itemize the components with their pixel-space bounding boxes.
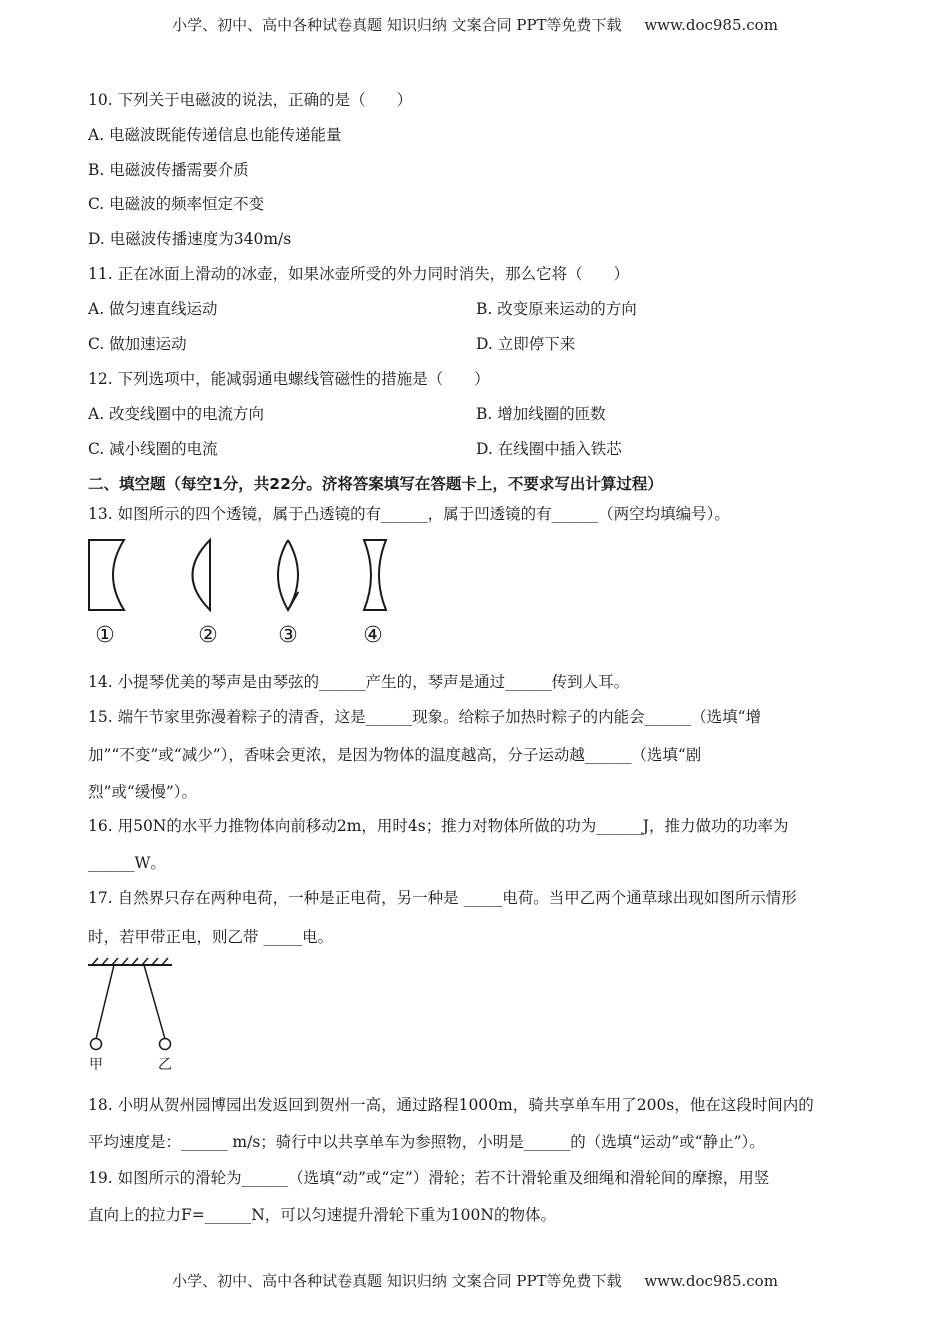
q18-line-1: 18. 小明从贺州园博园出发返回到贺州一高，通过路程1000m，骑共享单车用了200s，他在这段时间内的 — [88, 1096, 814, 1114]
ball-a-label: 甲 — [89, 1057, 103, 1073]
q15-line-2: 加”“不变”或“减少”），香味会更浓，是因为物体的温度越高，分子运动越______（选填“剧 — [88, 746, 702, 764]
ball-b-label: 乙 — [158, 1057, 172, 1073]
q17-line-2: 时，若甲带正电，则乙带 _____电。 — [88, 928, 334, 946]
page-header — [0, 14, 950, 35]
lens-label-3: ③ — [278, 623, 298, 648]
string-a — [96, 965, 114, 1039]
footer-url[interactable]: www.doc985.com — [644, 1272, 778, 1290]
header-text: 小学、初中、高中各种试卷真题 知识归纳 文案合同 PPT等免费下载 — [172, 16, 622, 34]
ceiling-hatching — [92, 958, 168, 965]
ball-b — [160, 1039, 171, 1050]
pendulum-figure — [86, 955, 186, 1055]
q10-option-d: D. 电磁波传播速度为340m/s — [88, 230, 292, 248]
section-heading: 二、填空题（每空1分，共22分。济将答案填写在答题卡上，不要求写出计算过程） — [88, 475, 663, 493]
lens-label-4: ④ — [363, 623, 383, 648]
q11-option-d: D. 立即停下来 — [476, 335, 576, 353]
q13-stem: 13. 如图所示的四个透镜，属于凸透镜的有______，属于凹透镜的有______（两空均填编号）。 — [88, 505, 730, 523]
q18-line-2: 平均速度是：______ m/s；骑行中以共享单车为参照物，小明是______的（选填“运动”或“静止”）。 — [88, 1133, 765, 1151]
lens-figure — [80, 535, 410, 615]
q12-stem: 12. 下列选项中，能减弱通电螺线管磁性的措施是（ ） — [88, 370, 490, 388]
q16-line-2: ______W。 — [88, 854, 166, 872]
footer-text: 小学、初中、高中各种试卷真题 知识归纳 文案合同 PPT等免费下载 — [172, 1272, 622, 1290]
q11-option-c: C. 做加速运动 — [88, 335, 187, 353]
q11-option-b: B. 改变原来运动的方向 — [476, 300, 637, 318]
page-footer — [0, 1270, 950, 1291]
q19-line-2: 直向上的拉力F=______N，可以匀速提升滑轮下重为100N的物体。 — [88, 1206, 556, 1224]
q10-option-a: A. 电磁波既能传递信息也能传递能量 — [88, 126, 342, 144]
q10-option-b: B. 电磁波传播需要介质 — [88, 161, 249, 179]
lens-2-shape — [193, 540, 211, 610]
q10-stem: 10. 下列关于电磁波的说法，正确的是（ ） — [88, 91, 413, 109]
q11-stem: 11. 正在冰面上滑动的冰壶，如果冰壶所受的外力同时消失，那么它将（ ） — [88, 265, 630, 283]
q15-line-1: 15. 端午节家里弥漫着粽子的清香，这是______现象。给粽子加热时粽子的内能会______（选填“增 — [88, 708, 762, 726]
string-b — [144, 965, 165, 1039]
q10-option-c: C. 电磁波的频率恒定不变 — [88, 195, 265, 213]
lens-4-shape — [364, 540, 386, 610]
q15-line-3: 烈”或“缓慢”）。 — [88, 783, 198, 801]
lens-label-2: ② — [198, 623, 218, 648]
q16-line-1: 16. 用50N的水平力推物体向前移动2m，用时4s；推力对物体所做的功为______J，推力做功的功率为 — [88, 817, 789, 835]
lens-1-shape — [89, 540, 124, 610]
header-url[interactable]: www.doc985.com — [644, 16, 778, 34]
lens-3-shape — [278, 540, 298, 610]
q12-option-d: D. 在线圈中插入铁芯 — [476, 440, 622, 458]
q12-option-a: A. 改变线圈中的电流方向 — [88, 405, 265, 423]
ball-a — [91, 1039, 102, 1050]
q19-line-1: 19. 如图所示的滑轮为______（选填“动”或“定”）滑轮；若不计滑轮重及细绳和滑轮间的摩擦，用竖 — [88, 1169, 770, 1187]
q14-stem: 14. 小提琴优美的琴声是由琴弦的______产生的，琴声是通过______传到人耳。 — [88, 673, 630, 691]
q12-option-b: B. 增加线圈的匝数 — [476, 405, 606, 423]
q11-option-a: A. 做匀速直线运动 — [88, 300, 218, 318]
q12-option-c: C. 减小线圈的电流 — [88, 440, 218, 458]
lens-label-1: ① — [95, 623, 115, 648]
q17-line-1: 17. 自然界只存在两种电荷，一种是正电荷，另一种是 _____电荷。当甲乙两个通草球出现如图所示情形 — [88, 889, 797, 907]
